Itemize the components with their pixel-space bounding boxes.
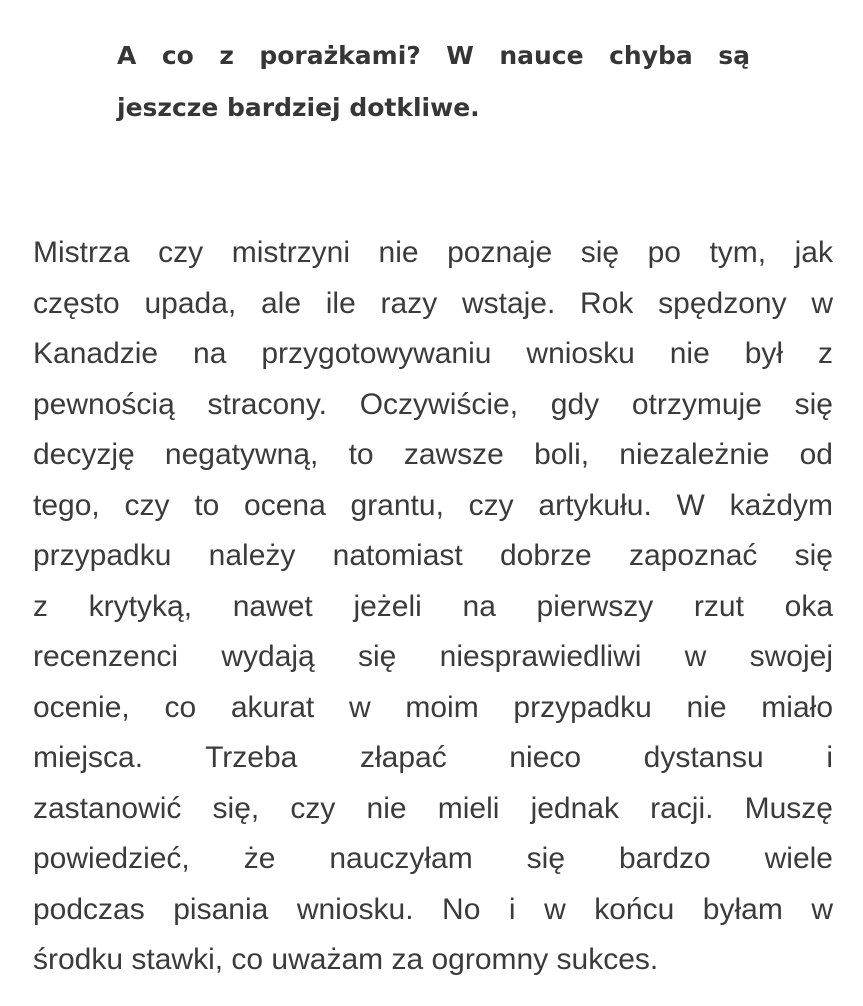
- answer-line: ocenie, co akurat w moim przypadku nie miało: [33, 690, 833, 724]
- question-line: A co z porażkami? W nauce chyba są: [117, 41, 750, 70]
- answer-line: powiedzieć, że nauczyłam się bardzo wiele: [33, 842, 833, 875]
- answer-line: Mistrza czy mistrzyni nie poznaje się po tym, jak: [33, 236, 833, 269]
- answer-line: decyzję negatywną, to zawsze boli, niezależnie od: [33, 438, 833, 471]
- answer-line: miejsca. Trzeba złapać nieco dystansu i: [33, 741, 833, 774]
- answer-line: recenzenci wydają się niesprawiedliwi w swojej: [33, 640, 833, 673]
- answer-line: przypadku należy natomiast dobrze zapoznać się: [33, 539, 833, 572]
- answer-line: podczas pisania wniosku. No i w końcu byłam w: [33, 892, 833, 926]
- answer-line: środku stawki, co uważam za ogromny sukces.: [33, 943, 659, 976]
- answer-line: z krytyką, nawet jeżeli na pierwszy rzut oka: [33, 589, 833, 623]
- answer-line: zastanowić się, czy nie mieli jednak racji. Muszę: [33, 791, 833, 825]
- answer-line: tego, czy to ocena grantu, czy artykułu. W każdym: [33, 488, 833, 522]
- question-line: jeszcze bardziej dotkliwe.: [117, 93, 480, 122]
- answer-line: często upada, ale ile razy wstaje. Rok spędzony w: [33, 286, 833, 320]
- answer-line: pewnością stracony. Oczywiście, gdy otrzymuje się: [33, 387, 833, 421]
- interview-answer: [33, 228, 833, 986]
- answer-line: Kanadzie na przygotowywaniu wniosku nie był z: [33, 337, 833, 370]
- interview-question: [117, 30, 750, 134]
